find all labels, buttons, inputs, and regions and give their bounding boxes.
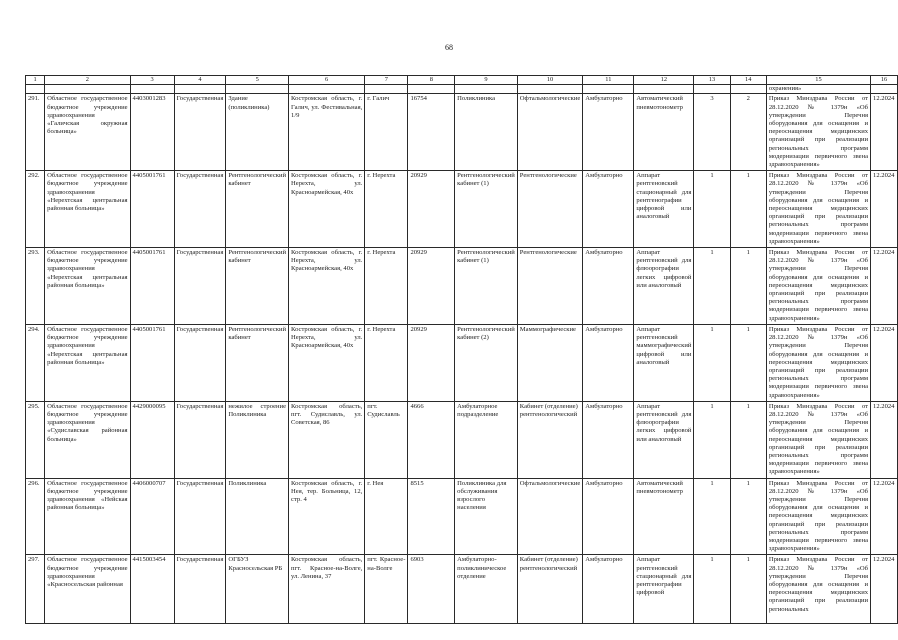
room-type-cell: Офтальмологические: [517, 94, 582, 171]
table-row: [26, 94, 898, 171]
quantity-cell: 1: [730, 478, 766, 555]
deadline-cell: 12.2024: [871, 324, 898, 401]
ownership-form-cell: Государственная: [174, 171, 226, 248]
building-cell: Рентгенологический кабинет: [226, 248, 289, 325]
column-number-cell: 7: [365, 76, 408, 85]
care-condition-cell: Амбулаторно: [583, 324, 634, 401]
unit-cell: Рентгенологический кабинет (2): [455, 324, 518, 401]
room-type-cell: Кабинет (отделение) рентгенологический: [517, 555, 582, 624]
column-number-cell: 9: [455, 76, 518, 85]
ownership-form-cell: Государственная: [174, 324, 226, 401]
inn-cell: 4415003454: [130, 555, 174, 624]
table-row: [26, 555, 898, 624]
care-condition-cell: Амбулаторно: [583, 171, 634, 248]
care-condition-cell: Амбулаторно: [583, 94, 634, 171]
organization-cell: Областное государственное бюджетное учреждение здравоохранения «Нейская районная больница»: [45, 478, 130, 555]
quantity-cell: 1: [694, 478, 730, 555]
order-reference-cell: Приказ Минздрава России от 28.12.2020 № 1379н «Об утверждении Перечня оборудования для оснащения и переоснащения медицинских организаций при реализации региональных программ модернизации первичного звена здравоохранения»: [766, 478, 870, 555]
care-condition-cell: Амбулаторно: [583, 248, 634, 325]
inn-cell: 4403001283: [130, 94, 174, 171]
quantity-cell: 1: [730, 171, 766, 248]
continuation-text: охранения»: [766, 85, 870, 94]
organization-cell: Областное государственное бюджетное учреждение здравоохранения «Нерехтская центральная районная больница»: [45, 171, 130, 248]
order-reference-cell: Приказ Минздрава России от 28.12.2020 № 1379н «Об утверждении Перечня оборудования для оснащения и переоснащения медицинских организаций при реализации региональных программ модернизации первичного звена здравоохранения»: [766, 171, 870, 248]
address-cell: Костромская область, г. Нея, тер. Больница, 12, стр. 4: [289, 478, 365, 555]
code-cell: 6903: [408, 555, 455, 624]
building-cell: Рентгенологический кабинет: [226, 171, 289, 248]
organization-cell: Областное государственное бюджетное учреждение здравоохранения «Нерехтская центральная районная больница»: [45, 248, 130, 325]
locality-cell: г. Галич: [365, 94, 408, 171]
table-row: [26, 248, 898, 325]
page-number: 68: [445, 43, 453, 52]
locality-cell: г. Нерехта: [365, 324, 408, 401]
locality-cell: г. Нея: [365, 478, 408, 555]
code-cell: 4666: [408, 401, 455, 478]
code-cell: 8515: [408, 478, 455, 555]
column-number-cell: 16: [871, 76, 898, 85]
column-number-cell: 8: [408, 76, 455, 85]
equipment-cell: Аппарат рентгеновский для флюорографии легких цифровой или аналоговый: [634, 401, 694, 478]
inn-cell: 4406000707: [130, 478, 174, 555]
column-number-cell: 4: [174, 76, 226, 85]
equipment-cell: Аппарат рентгеновский маммографический цифровой или аналоговый: [634, 324, 694, 401]
organization-cell: Областное государственное бюджетное учреждение здравоохранения «Красносельская районная: [45, 555, 130, 624]
locality-cell: г. Нерехта: [365, 171, 408, 248]
building-cell: нежилое строение Поликлиника: [226, 401, 289, 478]
order-reference-cell: Приказ Минздрава России от 28.12.2020 № 1379н «Об утверждении Перечня оборудования для оснащения и переоснащения медицинских организаций при реализации региональных программ модернизации первичного звена здравоохранения»: [766, 324, 870, 401]
quantity-cell: 3: [694, 94, 730, 171]
room-type-cell: Маммографические: [517, 324, 582, 401]
quantity-cell: 1: [730, 401, 766, 478]
building-cell: Поликлиника: [226, 478, 289, 555]
quantity-cell: 1: [730, 324, 766, 401]
building-cell: Рентгенологический кабинет: [226, 324, 289, 401]
row-number-cell: 297.: [26, 555, 45, 624]
organization-cell: Областное государственное бюджетное учреждение здравоохранения «Судиславская районная больница»: [45, 401, 130, 478]
unit-cell: Поликлиника: [455, 94, 518, 171]
quantity-cell: 1: [694, 555, 730, 624]
column-number-cell: 13: [694, 76, 730, 85]
column-number-cell: 5: [226, 76, 289, 85]
address-cell: Костромская область, г. Нерехта, ул. Красноармейская, 40х: [289, 248, 365, 325]
column-number-cell: 1: [26, 76, 45, 85]
deadline-cell: 12.2024: [871, 94, 898, 171]
unit-cell: Поликлиника для обслуживания взрослого населения: [455, 478, 518, 555]
table-row: [26, 324, 898, 401]
row-number-cell: 296.: [26, 478, 45, 555]
column-number-cell: 2: [45, 76, 130, 85]
order-reference-cell: Приказ Минздрава России от 28.12.2020 № 1379н «Об утверждении Перечня оборудования для оснащения и переоснащения медицинских организаций при реализации региональных программ модернизации первичного звена здравоохранения»: [766, 94, 870, 171]
order-reference-cell: Приказ Минздрава России от 28.12.2020 № 1379н «Об утверждении Перечня оборудования для оснащения и переоснащения медицинских организаций при реализации региональных: [766, 555, 870, 624]
quantity-cell: 1: [730, 555, 766, 624]
room-type-cell: Кабинет (отделение) рентгенологический: [517, 401, 582, 478]
ownership-form-cell: Государственная: [174, 94, 226, 171]
building-cell: Здание (поликлиника): [226, 94, 289, 171]
unit-cell: Рентгенологический кабинет (1): [455, 171, 518, 248]
address-cell: Костромская область, пгт. Красное-на-Волге, ул. Ленина, 37: [289, 555, 365, 624]
equipment-cell: Автоматический пневмотонометр: [634, 478, 694, 555]
locality-cell: г. Нерехта: [365, 248, 408, 325]
organization-cell: Областное государственное бюджетное учреждение здравоохранения «Галичская окружная больница»: [45, 94, 130, 171]
ownership-form-cell: Государственная: [174, 401, 226, 478]
quantity-cell: 2: [730, 94, 766, 171]
quantity-cell: 1: [694, 171, 730, 248]
row-number-cell: 293.: [26, 248, 45, 325]
column-number-cell: 6: [289, 76, 365, 85]
ownership-form-cell: Государственная: [174, 478, 226, 555]
locality-cell: пгт. Красное-на-Волге: [365, 555, 408, 624]
room-type-cell: Рентгенологические: [517, 171, 582, 248]
equipment-cell: Аппарат рентгеновский для флюорографии легких цифровой или аналоговый: [634, 248, 694, 325]
column-number-cell: 12: [634, 76, 694, 85]
care-condition-cell: Амбулаторно: [583, 401, 634, 478]
table-row: [26, 171, 898, 248]
column-number-row: [26, 76, 898, 85]
deadline-cell: 12.2024: [871, 401, 898, 478]
deadline-cell: 12.2024: [871, 171, 898, 248]
table-row: [26, 478, 898, 555]
code-cell: 20929: [408, 248, 455, 325]
code-cell: 16754: [408, 94, 455, 171]
continuation-row: [26, 85, 898, 94]
ownership-form-cell: Государственная: [174, 248, 226, 325]
unit-cell: Рентгенологический кабинет (1): [455, 248, 518, 325]
care-condition-cell: Амбулаторно: [583, 555, 634, 624]
address-cell: Костромская область, г. Нерехта, ул. Красноармейская, 40х: [289, 324, 365, 401]
code-cell: 20929: [408, 171, 455, 248]
address-cell: Костромская область, пгт. Судиславль, ул. Советская, 86: [289, 401, 365, 478]
equipment-cell: Аппарат рентгеновский стационарный для рентгенографии цифровой: [634, 555, 694, 624]
equipment-cell: Автоматический пневмотонометр: [634, 94, 694, 171]
order-reference-cell: Приказ Минздрава России от 28.12.2020 № 1379н «Об утверждении Перечня оборудования для оснащения и переоснащения медицинских организаций при реализации региональных программ модернизации первичного звена здравоохранения»: [766, 401, 870, 478]
column-number-cell: 10: [517, 76, 582, 85]
quantity-cell: 1: [730, 248, 766, 325]
quantity-cell: 1: [694, 401, 730, 478]
row-number-cell: 295.: [26, 401, 45, 478]
order-reference-cell: Приказ Минздрава России от 28.12.2020 № 1379н «Об утверждении Перечня оборудования для оснащения и переоснащения медицинских организаций при реализации региональных программ модернизации первичного звена здравоохранения»: [766, 248, 870, 325]
equipment-cell: Аппарат рентгеновский стационарный для рентгенографии цифровой или аналоговый: [634, 171, 694, 248]
column-number-cell: 11: [583, 76, 634, 85]
inn-cell: 4405001761: [130, 248, 174, 325]
column-number-cell: 15: [766, 76, 870, 85]
unit-cell: Амбулаторно-поликлиническое отделение: [455, 555, 518, 624]
row-number-cell: 291.: [26, 94, 45, 171]
room-type-cell: Офтальмологические: [517, 478, 582, 555]
inn-cell: 4405001761: [130, 171, 174, 248]
care-condition-cell: Амбулаторно: [583, 478, 634, 555]
building-cell: ОГБУЗ Красносельская РБ: [226, 555, 289, 624]
locality-cell: пгт. Судиславль: [365, 401, 408, 478]
code-cell: 20929: [408, 324, 455, 401]
ownership-form-cell: Государственная: [174, 555, 226, 624]
column-number-cell: 14: [730, 76, 766, 85]
deadline-cell: 12.2024: [871, 248, 898, 325]
inn-cell: 4429000095: [130, 401, 174, 478]
column-number-cell: 3: [130, 76, 174, 85]
equipment-register-table: [25, 75, 898, 624]
room-type-cell: Рентгенологические: [517, 248, 582, 325]
deadline-cell: 12.2024: [871, 478, 898, 555]
table-row: [26, 401, 898, 478]
quantity-cell: 1: [694, 248, 730, 325]
row-number-cell: 294.: [26, 324, 45, 401]
row-number-cell: 292.: [26, 171, 45, 248]
address-cell: Костромская область, г. Нерехта, ул. Красноармейская, 40х: [289, 171, 365, 248]
unit-cell: Амбулаторное подразделение: [455, 401, 518, 478]
organization-cell: Областное государственное бюджетное учреждение здравоохранения «Нерехтская центральная районная больница»: [45, 324, 130, 401]
quantity-cell: 1: [694, 324, 730, 401]
deadline-cell: 12.2024: [871, 555, 898, 624]
inn-cell: 4405001761: [130, 324, 174, 401]
address-cell: Костромская область, г. Галич, ул. Фестивальная, 1/9: [289, 94, 365, 171]
